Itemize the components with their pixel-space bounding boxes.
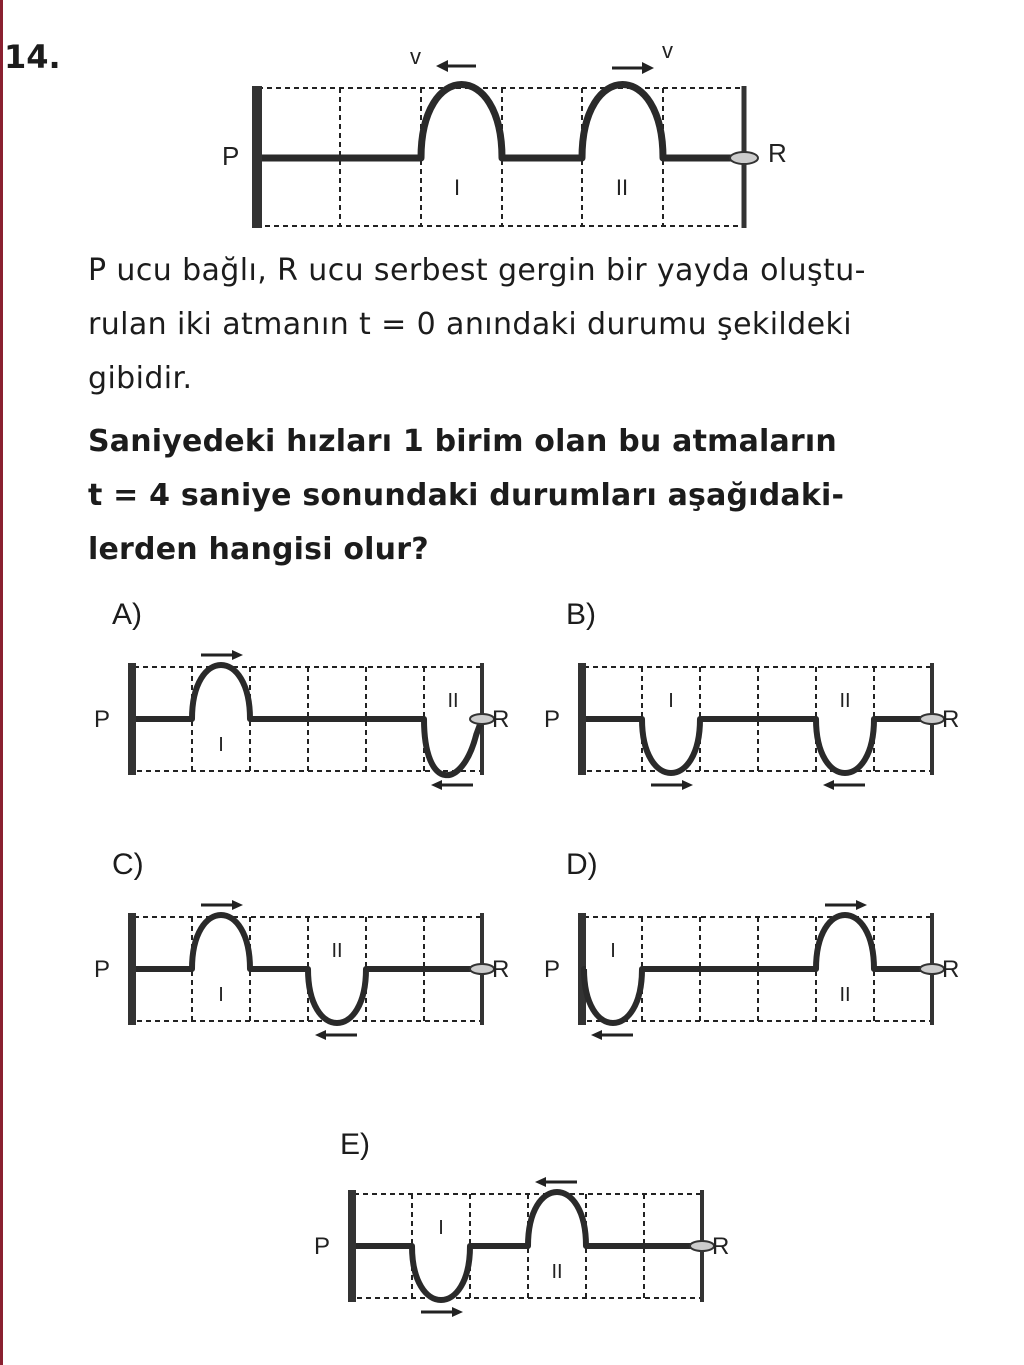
arrow-left-icon — [591, 1030, 633, 1040]
pulse-label: II — [839, 984, 851, 1006]
stem-line: P ucu bağlı, R ucu serbest gergin bir yayda oluştu- — [88, 253, 866, 288]
question-prompt — [88, 415, 1008, 577]
main-string — [262, 85, 738, 159]
velocity-label-right: v — [662, 38, 673, 63]
arrow-right-icon — [651, 780, 693, 790]
free-end-ring — [470, 714, 494, 724]
fixed-end-label: P — [544, 706, 561, 733]
pulse-label: II — [447, 690, 459, 712]
stem-line: gibidir. — [88, 361, 193, 396]
arrow-right-icon — [825, 900, 867, 910]
option-b-figure[interactable] — [540, 645, 990, 795]
pulse-label: I — [438, 1217, 444, 1239]
arrow-left-icon — [535, 1177, 577, 1187]
free-end-label: R — [712, 1233, 730, 1260]
option-b-label[interactable]: B) — [566, 598, 596, 631]
arrow-left-icon — [315, 1030, 357, 1040]
question-number: 14. — [4, 38, 61, 76]
arrow-left-icon — [436, 60, 476, 72]
spring-string — [356, 1192, 696, 1300]
prompt-line: Saniyedeki hızları 1 birim olan bu atmaların — [88, 424, 837, 459]
fixed-end-label: P — [314, 1233, 331, 1260]
free-end-label: R — [492, 706, 510, 733]
fixed-end-wall — [128, 913, 136, 1025]
option-c-label[interactable]: C) — [112, 848, 144, 881]
main-figure — [0, 0, 1024, 240]
velocity-label-left: v — [410, 44, 421, 69]
arrow-right-icon — [421, 1307, 463, 1317]
pulse-label: II — [839, 690, 851, 712]
pulse-label-i: I — [453, 175, 461, 200]
option-e-figure[interactable] — [310, 1172, 760, 1322]
free-end-ring — [690, 1241, 714, 1251]
spring-string — [584, 915, 926, 1023]
free-end-ring — [920, 714, 944, 724]
fixed-end-wall — [578, 663, 586, 775]
pulse-label: I — [218, 984, 224, 1006]
pulse-label: II — [331, 940, 343, 962]
free-end-ring — [920, 964, 944, 974]
option-c-figure[interactable] — [90, 895, 540, 1045]
prompt-line: t = 4 saniye sonundaki durumları aşağıdaki- — [88, 478, 845, 513]
arrow-right-icon — [201, 650, 243, 660]
free-end-label: R — [942, 706, 960, 733]
arrow-left-icon — [431, 780, 473, 790]
stem-line: rulan iki atmanın t = 0 anındaki durumu şekildeki — [88, 307, 852, 342]
fixed-end-wall — [128, 663, 136, 775]
free-end-ring — [730, 152, 758, 164]
option-d-figure[interactable] — [540, 895, 990, 1045]
spring-string — [586, 719, 926, 773]
fixed-end-wall — [348, 1190, 356, 1302]
free-end-label: R — [492, 956, 510, 983]
option-a-figure[interactable] — [90, 645, 540, 795]
pulse-label: I — [668, 690, 674, 712]
question-stem — [88, 244, 1008, 406]
option-a-label[interactable]: A) — [112, 598, 142, 631]
spring-string — [136, 915, 476, 1023]
free-end-ring — [470, 964, 494, 974]
free-end-label: R — [768, 138, 787, 168]
pulse-label-ii: II — [615, 175, 629, 200]
free-end-label: R — [942, 956, 960, 983]
option-e-label[interactable]: E) — [340, 1128, 370, 1161]
arrow-right-icon — [612, 62, 654, 74]
fixed-end-label: P — [94, 706, 111, 733]
fixed-end-label: P — [222, 141, 240, 171]
fixed-end-label: P — [94, 956, 111, 983]
arrow-left-icon — [823, 780, 865, 790]
prompt-line: lerden hangisi olur? — [88, 532, 429, 567]
option-d-label[interactable]: D) — [566, 848, 598, 881]
fixed-end-wall — [252, 86, 262, 228]
pulse-label: I — [610, 940, 616, 962]
pulse-label: I — [218, 734, 224, 756]
pulse-label: II — [551, 1261, 563, 1283]
fixed-end-label: P — [544, 956, 561, 983]
arrow-right-icon — [201, 900, 243, 910]
